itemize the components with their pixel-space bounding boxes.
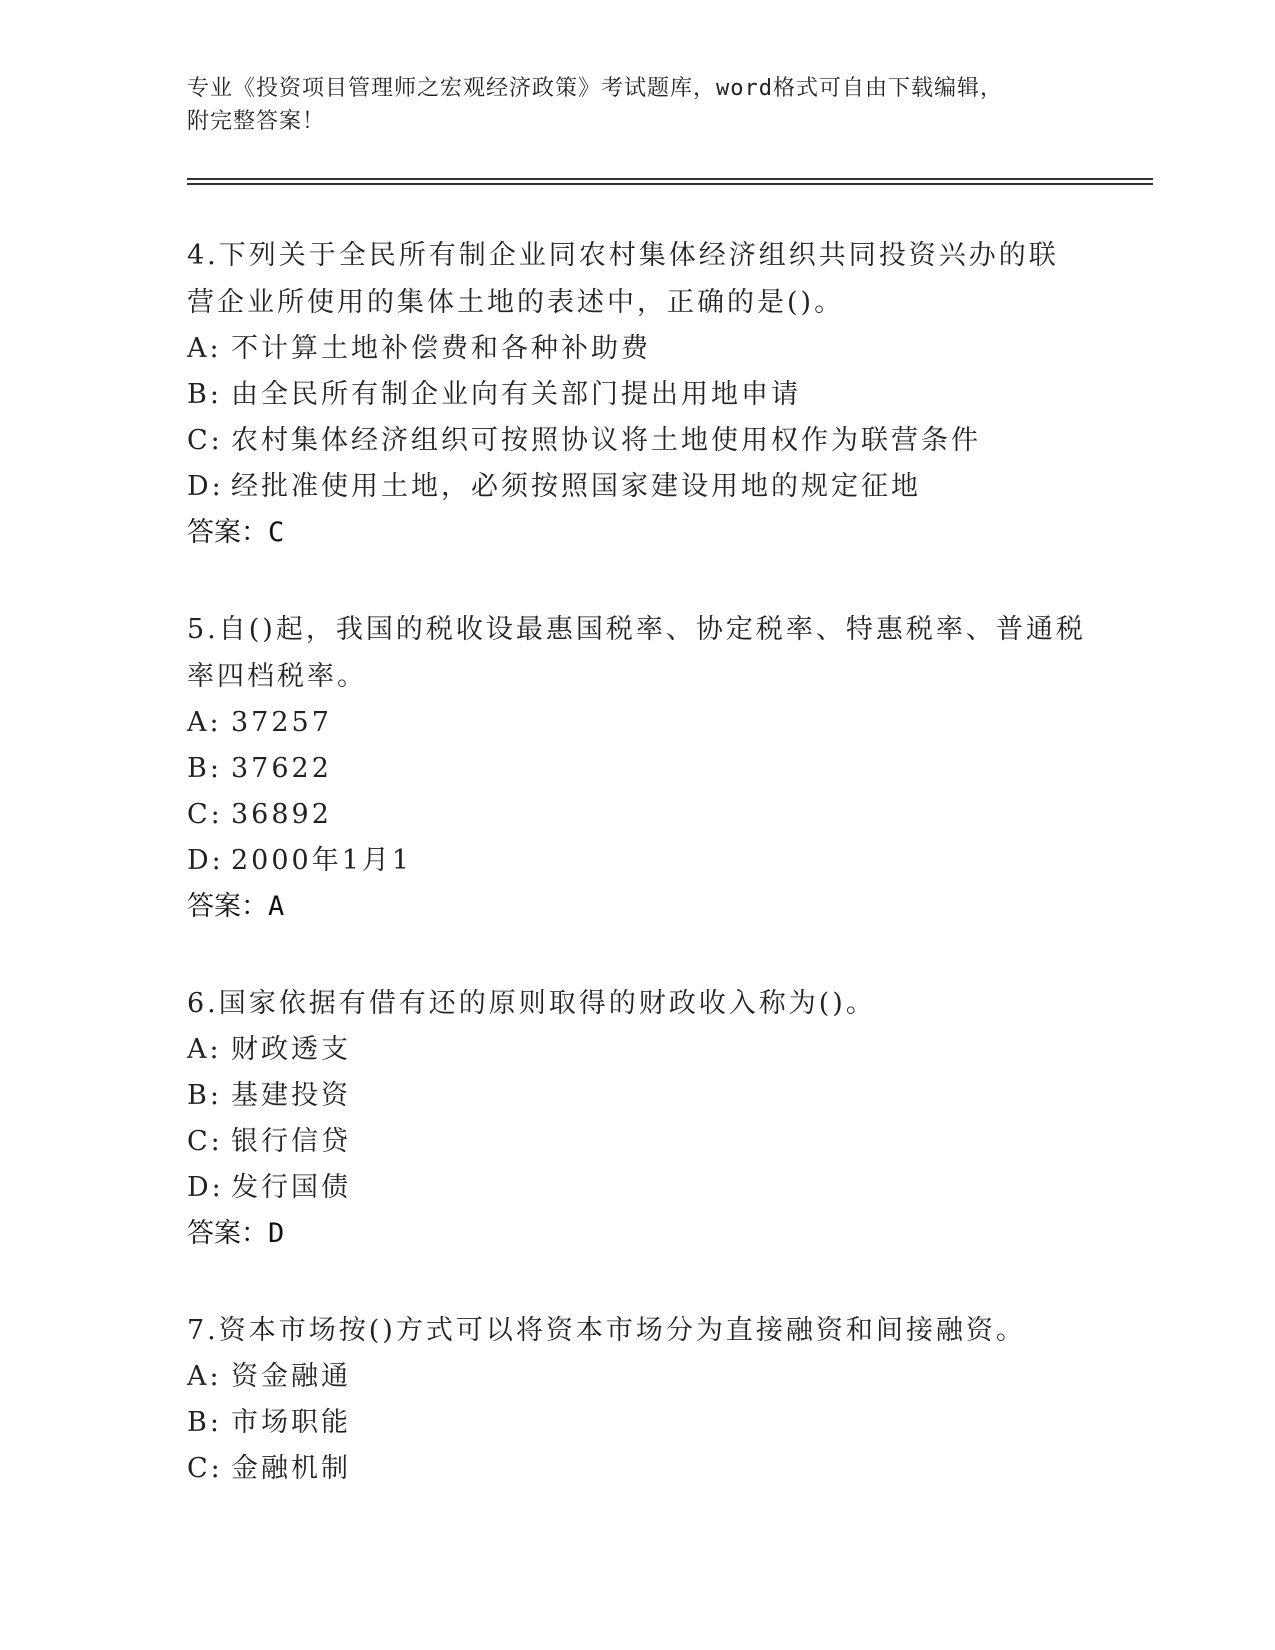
option-letter: C: bbox=[187, 425, 223, 456]
option-text: 基建投资 bbox=[231, 1080, 351, 1111]
question-text: 5.自()起，我国的税收设最惠国税率、协定税率、特惠税率、普通税率四档税率。 bbox=[187, 614, 1086, 692]
option-d bbox=[187, 464, 1087, 510]
option-text: 农村集体经济组织可按照协议将土地使用权作为联营条件 bbox=[231, 425, 981, 456]
option-text: 发行国债 bbox=[231, 1172, 351, 1203]
option-text: 2000年1月1 bbox=[231, 845, 413, 876]
answer-line: 答案：C bbox=[187, 517, 285, 548]
option-c bbox=[187, 792, 1087, 838]
header-divider-top bbox=[187, 178, 1153, 180]
option-letter: A: bbox=[187, 333, 222, 364]
option-text: 银行信贷 bbox=[231, 1126, 351, 1157]
option-letter: B: bbox=[187, 379, 222, 410]
option-b bbox=[187, 1400, 1087, 1446]
header-line-1: 专业《投资项目管理师之宏观经济政策》考试题库，word格式可自由下载编辑， bbox=[187, 76, 1003, 101]
option-d bbox=[187, 1165, 1087, 1211]
question-list bbox=[187, 232, 1087, 1542]
question-4 bbox=[187, 232, 1087, 556]
question-text: 4.下列关于全民所有制企业同农村集体经济组织共同投资兴办的联营企业所使用的集体土地的表述中，正确的是()。 bbox=[187, 240, 1059, 318]
option-c bbox=[187, 418, 1087, 464]
option-letter: D: bbox=[187, 845, 224, 876]
question-7 bbox=[187, 1307, 1087, 1492]
option-d bbox=[187, 838, 1087, 884]
header-line-2: 附完整答案！ bbox=[187, 109, 326, 134]
header-divider-bottom bbox=[187, 183, 1153, 185]
question-6 bbox=[187, 980, 1087, 1257]
option-text: 由全民所有制企业向有关部门提出用地申请 bbox=[231, 379, 801, 410]
document-header bbox=[187, 72, 1087, 138]
option-letter: C: bbox=[187, 799, 223, 830]
option-b bbox=[187, 1073, 1087, 1119]
option-a bbox=[187, 1027, 1087, 1073]
option-letter: D: bbox=[187, 471, 224, 502]
question-text: 7.资本市场按()方式可以将资本市场分为直接融资和间接融资。 bbox=[187, 1315, 1026, 1346]
option-text: 经批准使用土地，必须按照国家建设用地的规定征地 bbox=[231, 471, 921, 502]
option-text: 36892 bbox=[231, 799, 332, 830]
option-text: 37257 bbox=[231, 707, 332, 738]
question-5 bbox=[187, 606, 1087, 930]
option-text: 财政透支 bbox=[231, 1034, 351, 1065]
option-text: 37622 bbox=[231, 753, 332, 784]
option-text: 金融机制 bbox=[231, 1453, 351, 1484]
option-a bbox=[187, 700, 1087, 746]
option-letter: B: bbox=[187, 753, 222, 784]
option-letter: A: bbox=[187, 1361, 222, 1392]
option-b bbox=[187, 746, 1087, 792]
option-letter: C: bbox=[187, 1453, 223, 1484]
option-a bbox=[187, 326, 1087, 372]
option-letter: D: bbox=[187, 1172, 224, 1203]
option-letter: B: bbox=[187, 1407, 222, 1438]
option-text: 不计算土地补偿费和各种补助费 bbox=[231, 333, 651, 364]
option-c bbox=[187, 1446, 1087, 1492]
option-text: 市场职能 bbox=[231, 1407, 351, 1438]
question-text: 6.国家依据有借有还的原则取得的财政收入称为()。 bbox=[187, 988, 876, 1019]
option-a bbox=[187, 1354, 1087, 1400]
answer-line: 答案：A bbox=[187, 891, 285, 922]
option-letter: C: bbox=[187, 1126, 223, 1157]
answer-line: 答案：D bbox=[187, 1218, 285, 1249]
option-letter: B: bbox=[187, 1080, 222, 1111]
option-c bbox=[187, 1119, 1087, 1165]
option-b bbox=[187, 372, 1087, 418]
option-text: 资金融通 bbox=[231, 1361, 351, 1392]
option-letter: A: bbox=[187, 707, 222, 738]
option-letter: A: bbox=[187, 1034, 222, 1065]
